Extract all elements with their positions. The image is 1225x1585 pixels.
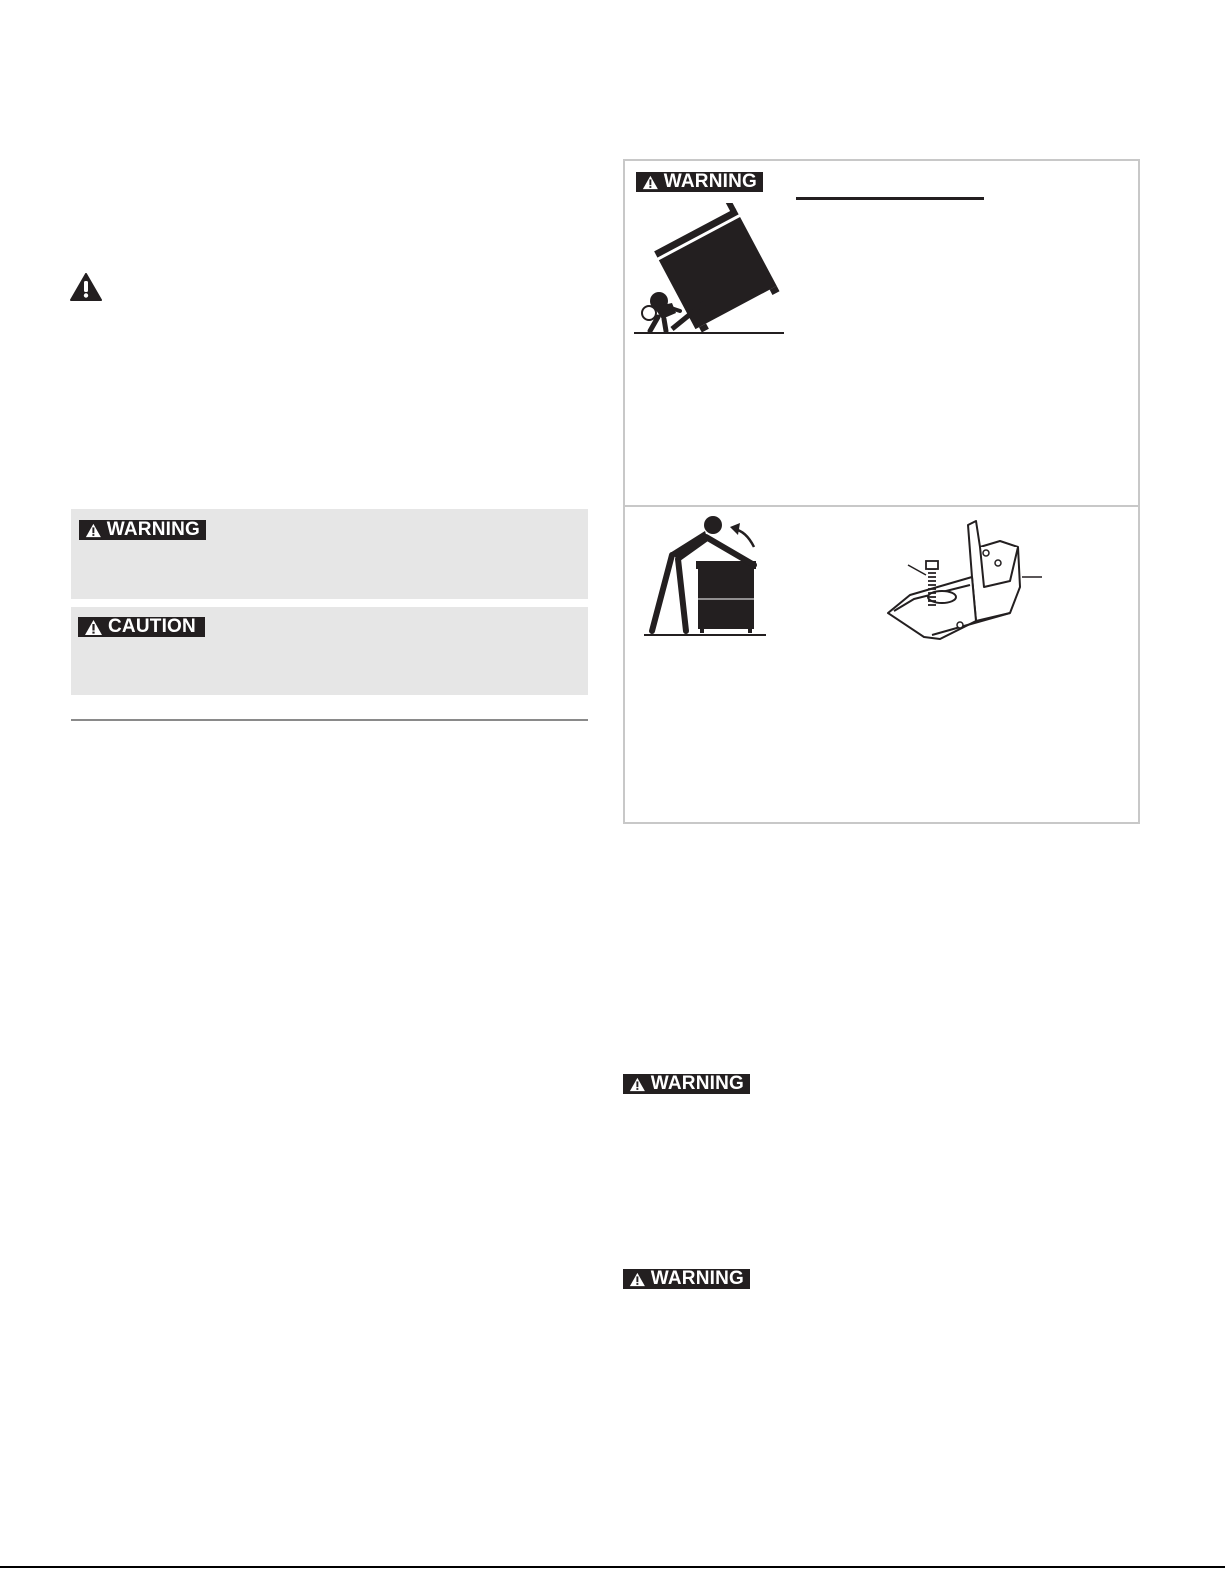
warning-badge-2 xyxy=(623,1269,750,1289)
warning-notice-box xyxy=(71,509,588,599)
panel-heading-rule xyxy=(796,197,984,200)
warning-label: WARNING xyxy=(650,1268,744,1289)
caution-badge xyxy=(78,617,205,637)
warning-label: WARNING xyxy=(106,519,200,540)
safety-alert-icon xyxy=(70,273,102,301)
warning-badge xyxy=(79,520,206,540)
warning-triangle-icon xyxy=(84,619,103,636)
tip-over-warning-badge xyxy=(636,172,763,192)
caution-label: CAUTION xyxy=(108,616,196,637)
warning-label: WARNING xyxy=(650,1073,744,1094)
warning-triangle-icon xyxy=(629,1076,646,1093)
section-divider xyxy=(71,719,588,721)
panel-divider xyxy=(625,505,1138,507)
check-anti-tip-illustration xyxy=(640,513,768,637)
warning-triangle-icon xyxy=(642,174,659,191)
warning-triangle-icon xyxy=(85,522,102,539)
warning-label: WARNING xyxy=(663,171,757,192)
warning-badge-1 xyxy=(623,1074,750,1094)
caution-notice-box xyxy=(71,607,588,695)
page-bottom-rule xyxy=(0,1566,1225,1568)
warning-triangle-icon xyxy=(629,1271,646,1288)
tip-over-illustration xyxy=(632,203,786,339)
anti-tip-bracket-illustration xyxy=(880,517,1046,651)
